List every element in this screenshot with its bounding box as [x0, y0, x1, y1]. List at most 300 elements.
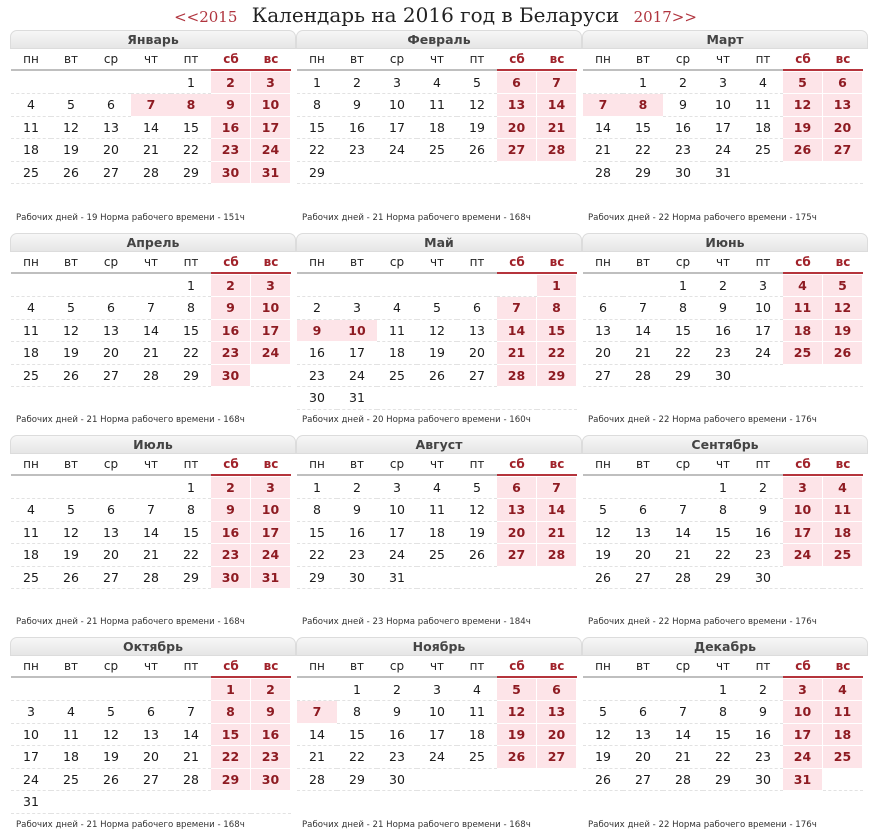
day-cell: 7	[537, 72, 577, 95]
day-cell: 8	[297, 499, 337, 522]
empty-cell	[131, 275, 171, 298]
day-cell: 22	[537, 342, 577, 365]
empty-cell	[823, 365, 863, 388]
day-cell: 1	[337, 679, 377, 702]
day-cell: 31	[703, 162, 743, 185]
day-cell: 6	[497, 477, 537, 500]
day-cell: 13	[131, 724, 171, 747]
day-cell: 3	[337, 297, 377, 320]
weekday-header: пт	[743, 49, 783, 71]
day-cell: 19	[51, 544, 91, 567]
day-cell: 7	[131, 297, 171, 320]
day-cell: 20	[823, 117, 863, 140]
day-cell: 15	[297, 117, 337, 140]
day-cell: 24	[337, 365, 377, 388]
month-footer: Рабочих дней - 21 Норма рабочего времени - 168ч	[302, 213, 531, 223]
weekday-header: ср	[663, 454, 703, 476]
day-cell: 13	[537, 701, 577, 724]
weekday-header: чт	[703, 454, 743, 476]
day-cell: 23	[703, 342, 743, 365]
day-cell: 17	[11, 746, 51, 769]
day-cell: 15	[171, 117, 211, 140]
empty-cell	[583, 477, 623, 500]
day-cell: 17	[703, 117, 743, 140]
day-cell: 20	[91, 544, 131, 567]
weekday-header: вт	[623, 656, 663, 678]
day-cell: 10	[703, 94, 743, 117]
day-cell: 7	[131, 94, 171, 117]
weekday-header: ср	[377, 656, 417, 678]
month-grid	[583, 454, 863, 589]
day-cell: 23	[251, 746, 291, 769]
day-cell: 18	[823, 724, 863, 747]
day-cell: 28	[131, 567, 171, 590]
day-cell: 27	[623, 567, 663, 590]
day-cell: 14	[537, 94, 577, 117]
day-cell: 21	[171, 746, 211, 769]
day-cell: 10	[377, 499, 417, 522]
day-cell: 3	[783, 679, 823, 702]
weekday-header: сб	[783, 656, 823, 678]
day-cell: 21	[663, 746, 703, 769]
day-cell: 12	[497, 701, 537, 724]
day-cell: 29	[297, 567, 337, 590]
day-cell: 4	[743, 72, 783, 95]
weekday-header: вт	[51, 49, 91, 71]
day-cell: 17	[251, 320, 291, 343]
day-cell: 19	[783, 117, 823, 140]
day-cell: 1	[703, 679, 743, 702]
day-cell: 20	[623, 746, 663, 769]
day-cell: 25	[823, 544, 863, 567]
day-cell: 22	[171, 139, 211, 162]
weekday-header: пн	[297, 454, 337, 476]
weekday-header: пт	[743, 252, 783, 274]
day-cell: 19	[583, 746, 623, 769]
day-cell: 8	[537, 297, 577, 320]
empty-cell	[377, 387, 417, 410]
day-cell: 27	[91, 365, 131, 388]
month-name: Декабрь	[582, 637, 868, 656]
day-cell: 3	[743, 275, 783, 298]
day-cell: 5	[457, 477, 497, 500]
day-cell: 26	[51, 567, 91, 590]
day-cell: 16	[743, 522, 783, 545]
empty-cell	[457, 275, 497, 298]
weekday-header: сб	[497, 454, 537, 476]
weekday-header: пт	[743, 454, 783, 476]
day-cell: 16	[211, 522, 251, 545]
day-cell: 9	[337, 499, 377, 522]
weekday-header: чт	[131, 656, 171, 678]
day-cell: 15	[703, 522, 743, 545]
day-cell: 24	[783, 544, 823, 567]
day-cell: 7	[623, 297, 663, 320]
weekday-header: сб	[497, 656, 537, 678]
day-cell: 21	[537, 522, 577, 545]
day-cell: 11	[51, 724, 91, 747]
day-cell: 15	[211, 724, 251, 747]
day-cell: 29	[703, 567, 743, 590]
day-cell: 24	[377, 139, 417, 162]
day-cell: 2	[377, 679, 417, 702]
weekday-header: пт	[171, 656, 211, 678]
day-cell: 4	[823, 477, 863, 500]
month-footer: Рабочих дней - 22 Норма рабочего времени - 176ч	[588, 415, 817, 425]
day-cell: 8	[171, 94, 211, 117]
day-cell: 9	[211, 297, 251, 320]
empty-cell	[417, 769, 457, 792]
day-cell: 29	[663, 365, 703, 388]
day-cell: 6	[91, 297, 131, 320]
weekday-header: вт	[623, 49, 663, 71]
month-8	[296, 435, 582, 589]
empty-cell	[51, 679, 91, 702]
day-cell: 24	[251, 139, 291, 162]
day-cell: 12	[823, 297, 863, 320]
day-cell: 14	[131, 320, 171, 343]
day-cell: 17	[377, 522, 417, 545]
empty-cell	[51, 275, 91, 298]
empty-cell	[91, 679, 131, 702]
day-cell: 12	[91, 724, 131, 747]
day-cell: 20	[91, 342, 131, 365]
day-cell: 13	[497, 94, 537, 117]
day-cell: 27	[497, 139, 537, 162]
month-footer: Рабочих дней - 21 Норма рабочего времени - 168ч	[16, 617, 245, 627]
day-cell: 8	[297, 94, 337, 117]
empty-cell	[171, 791, 211, 814]
day-cell: 15	[623, 117, 663, 140]
day-cell: 17	[743, 320, 783, 343]
empty-cell	[623, 477, 663, 500]
day-cell: 22	[211, 746, 251, 769]
month-footer: Рабочих дней - 20 Норма рабочего времени - 160ч	[302, 415, 531, 425]
month-grid	[583, 656, 863, 791]
empty-cell	[623, 275, 663, 298]
day-cell: 25	[11, 162, 51, 185]
weekday-header: пн	[583, 656, 623, 678]
day-cell: 8	[211, 701, 251, 724]
month-footer: Рабочих дней - 21 Норма рабочего времени - 168ч	[302, 820, 531, 830]
weekday-header: сб	[783, 454, 823, 476]
day-cell: 5	[783, 72, 823, 95]
day-cell: 6	[823, 72, 863, 95]
day-cell: 3	[703, 72, 743, 95]
day-cell: 21	[131, 139, 171, 162]
weekday-header: вт	[623, 454, 663, 476]
weekday-header: пт	[171, 252, 211, 274]
weekday-header: вс	[251, 454, 291, 476]
empty-cell	[823, 162, 863, 185]
empty-cell	[583, 679, 623, 702]
day-cell: 26	[583, 769, 623, 792]
empty-cell	[131, 791, 171, 814]
day-cell: 18	[11, 342, 51, 365]
month-11	[296, 637, 582, 791]
day-cell: 25	[377, 365, 417, 388]
day-cell: 9	[251, 701, 291, 724]
month-grid	[297, 656, 577, 791]
empty-cell	[743, 365, 783, 388]
day-cell: 30	[743, 567, 783, 590]
day-cell: 7	[171, 701, 211, 724]
empty-cell	[497, 275, 537, 298]
weekday-header: пн	[297, 49, 337, 71]
month-name: Май	[296, 233, 582, 252]
day-cell: 13	[583, 320, 623, 343]
day-cell: 5	[91, 701, 131, 724]
weekday-header: ср	[663, 656, 703, 678]
day-cell: 26	[783, 139, 823, 162]
day-cell: 30	[703, 365, 743, 388]
day-cell: 4	[417, 72, 457, 95]
day-cell: 30	[297, 387, 337, 410]
day-cell: 21	[623, 342, 663, 365]
prev-year-link[interactable]: <<2015	[174, 8, 238, 26]
day-cell: 11	[743, 94, 783, 117]
day-cell: 31	[337, 387, 377, 410]
day-cell: 3	[251, 275, 291, 298]
day-cell: 11	[417, 94, 457, 117]
empty-cell	[91, 72, 131, 95]
empty-cell	[377, 162, 417, 185]
empty-cell	[297, 679, 337, 702]
empty-cell	[783, 365, 823, 388]
day-cell: 13	[823, 94, 863, 117]
day-cell: 1	[297, 477, 337, 500]
day-cell: 25	[783, 342, 823, 365]
day-cell: 2	[297, 297, 337, 320]
day-cell: 18	[11, 544, 51, 567]
month-name: Февраль	[296, 30, 582, 49]
day-cell: 24	[11, 769, 51, 792]
day-cell: 18	[11, 139, 51, 162]
month-footer: Рабочих дней - 22 Норма рабочего времени - 176ч	[588, 617, 817, 627]
day-cell: 15	[337, 724, 377, 747]
day-cell: 1	[297, 72, 337, 95]
empty-cell	[337, 162, 377, 185]
day-cell: 30	[211, 365, 251, 388]
day-cell: 17	[417, 724, 457, 747]
day-cell: 9	[743, 701, 783, 724]
day-cell: 25	[11, 365, 51, 388]
day-cell: 17	[783, 724, 823, 747]
day-cell: 12	[583, 724, 623, 747]
day-cell: 8	[703, 499, 743, 522]
day-cell: 24	[743, 342, 783, 365]
day-cell: 29	[537, 365, 577, 388]
day-cell: 31	[783, 769, 823, 792]
day-cell: 12	[583, 522, 623, 545]
next-year-link[interactable]: 2017>>	[633, 8, 697, 26]
weekday-header: ср	[663, 49, 703, 71]
empty-cell	[91, 275, 131, 298]
month-grid	[297, 454, 577, 589]
day-cell: 18	[457, 724, 497, 747]
day-cell: 22	[171, 342, 211, 365]
day-cell: 9	[211, 499, 251, 522]
day-cell: 19	[583, 544, 623, 567]
day-cell: 18	[823, 522, 863, 545]
empty-cell	[51, 477, 91, 500]
weekday-header: ср	[377, 454, 417, 476]
day-cell: 31	[377, 567, 417, 590]
month-footer: Рабочих дней - 22 Норма рабочего времени - 175ч	[588, 213, 817, 223]
weekday-header: вс	[537, 49, 577, 71]
day-cell: 10	[783, 701, 823, 724]
day-cell: 3	[251, 72, 291, 95]
empty-cell	[91, 791, 131, 814]
day-cell: 4	[417, 477, 457, 500]
day-cell: 10	[377, 94, 417, 117]
day-cell: 24	[251, 342, 291, 365]
day-cell: 2	[251, 679, 291, 702]
day-cell: 16	[337, 522, 377, 545]
weekday-header: вс	[537, 656, 577, 678]
day-cell: 14	[623, 320, 663, 343]
month-grid	[11, 252, 291, 387]
weekday-header: пн	[297, 656, 337, 678]
day-cell: 20	[497, 522, 537, 545]
day-cell: 1	[171, 275, 211, 298]
day-cell: 27	[91, 162, 131, 185]
weekday-header: чт	[131, 49, 171, 71]
day-cell: 25	[51, 769, 91, 792]
empty-cell	[537, 162, 577, 185]
day-cell: 17	[251, 117, 291, 140]
day-cell: 6	[91, 94, 131, 117]
day-cell: 20	[131, 746, 171, 769]
weekday-header: чт	[417, 252, 457, 274]
day-cell: 2	[211, 275, 251, 298]
day-cell: 4	[823, 679, 863, 702]
day-cell: 12	[51, 117, 91, 140]
empty-cell	[11, 275, 51, 298]
day-cell: 14	[663, 522, 703, 545]
day-cell: 26	[497, 746, 537, 769]
day-cell: 8	[663, 297, 703, 320]
empty-cell	[457, 769, 497, 792]
day-cell: 12	[783, 94, 823, 117]
month-footer: Рабочих дней - 21 Норма рабочего времени - 168ч	[16, 415, 245, 425]
month-name: Ноябрь	[296, 637, 582, 656]
day-cell: 14	[131, 117, 171, 140]
page-title	[0, 2, 871, 30]
day-cell: 6	[623, 701, 663, 724]
day-cell: 23	[337, 139, 377, 162]
day-cell: 19	[91, 746, 131, 769]
day-cell: 4	[457, 679, 497, 702]
empty-cell	[497, 387, 537, 410]
weekday-header: ср	[91, 49, 131, 71]
day-cell: 29	[171, 162, 211, 185]
empty-cell	[537, 769, 577, 792]
month-name: Август	[296, 435, 582, 454]
day-cell: 25	[417, 544, 457, 567]
empty-cell	[623, 679, 663, 702]
weekday-header: сб	[783, 252, 823, 274]
day-cell: 14	[297, 724, 337, 747]
day-cell: 3	[377, 477, 417, 500]
weekday-header: вт	[337, 49, 377, 71]
month-name: Июнь	[582, 233, 868, 252]
day-cell: 9	[297, 320, 337, 343]
day-cell: 15	[171, 522, 211, 545]
day-cell: 2	[211, 72, 251, 95]
day-cell: 18	[417, 522, 457, 545]
day-cell: 2	[337, 72, 377, 95]
weekday-header: вс	[823, 656, 863, 678]
day-cell: 14	[497, 320, 537, 343]
weekday-header: ср	[91, 252, 131, 274]
weekday-header: пт	[171, 49, 211, 71]
weekday-header: пн	[11, 252, 51, 274]
day-cell: 27	[91, 567, 131, 590]
month-name: Июль	[10, 435, 296, 454]
month-2	[296, 30, 582, 184]
day-cell: 4	[11, 297, 51, 320]
day-cell: 1	[663, 275, 703, 298]
day-cell: 21	[583, 139, 623, 162]
day-cell: 1	[211, 679, 251, 702]
day-cell: 23	[377, 746, 417, 769]
day-cell: 31	[251, 162, 291, 185]
empty-cell	[417, 567, 457, 590]
empty-cell	[337, 275, 377, 298]
weekday-header: ср	[91, 656, 131, 678]
empty-cell	[583, 275, 623, 298]
day-cell: 13	[497, 499, 537, 522]
day-cell: 16	[211, 320, 251, 343]
weekday-header: сб	[497, 252, 537, 274]
empty-cell	[497, 162, 537, 185]
day-cell: 3	[783, 477, 823, 500]
weekday-header: ср	[377, 252, 417, 274]
day-cell: 27	[131, 769, 171, 792]
month-grid	[583, 252, 863, 387]
weekday-header: вт	[337, 454, 377, 476]
month-name: Апрель	[10, 233, 296, 252]
day-cell: 27	[583, 365, 623, 388]
day-cell: 16	[297, 342, 337, 365]
day-cell: 5	[51, 94, 91, 117]
day-cell: 22	[171, 544, 211, 567]
day-cell: 28	[497, 365, 537, 388]
day-cell: 18	[377, 342, 417, 365]
day-cell: 30	[211, 567, 251, 590]
month-4	[10, 233, 296, 387]
day-cell: 5	[583, 499, 623, 522]
day-cell: 9	[377, 701, 417, 724]
day-cell: 24	[377, 544, 417, 567]
day-cell: 6	[91, 499, 131, 522]
month-grid	[583, 49, 863, 184]
day-cell: 11	[377, 320, 417, 343]
day-cell: 28	[171, 769, 211, 792]
day-cell: 23	[743, 544, 783, 567]
day-cell: 5	[583, 701, 623, 724]
day-cell: 21	[497, 342, 537, 365]
day-cell: 28	[537, 544, 577, 567]
day-cell: 14	[171, 724, 211, 747]
weekday-header: вт	[51, 454, 91, 476]
day-cell: 16	[377, 724, 417, 747]
day-cell: 11	[11, 320, 51, 343]
day-cell: 13	[457, 320, 497, 343]
day-cell: 3	[377, 72, 417, 95]
month-footer: Рабочих дней - 19 Норма рабочего времени - 151ч	[16, 213, 245, 223]
